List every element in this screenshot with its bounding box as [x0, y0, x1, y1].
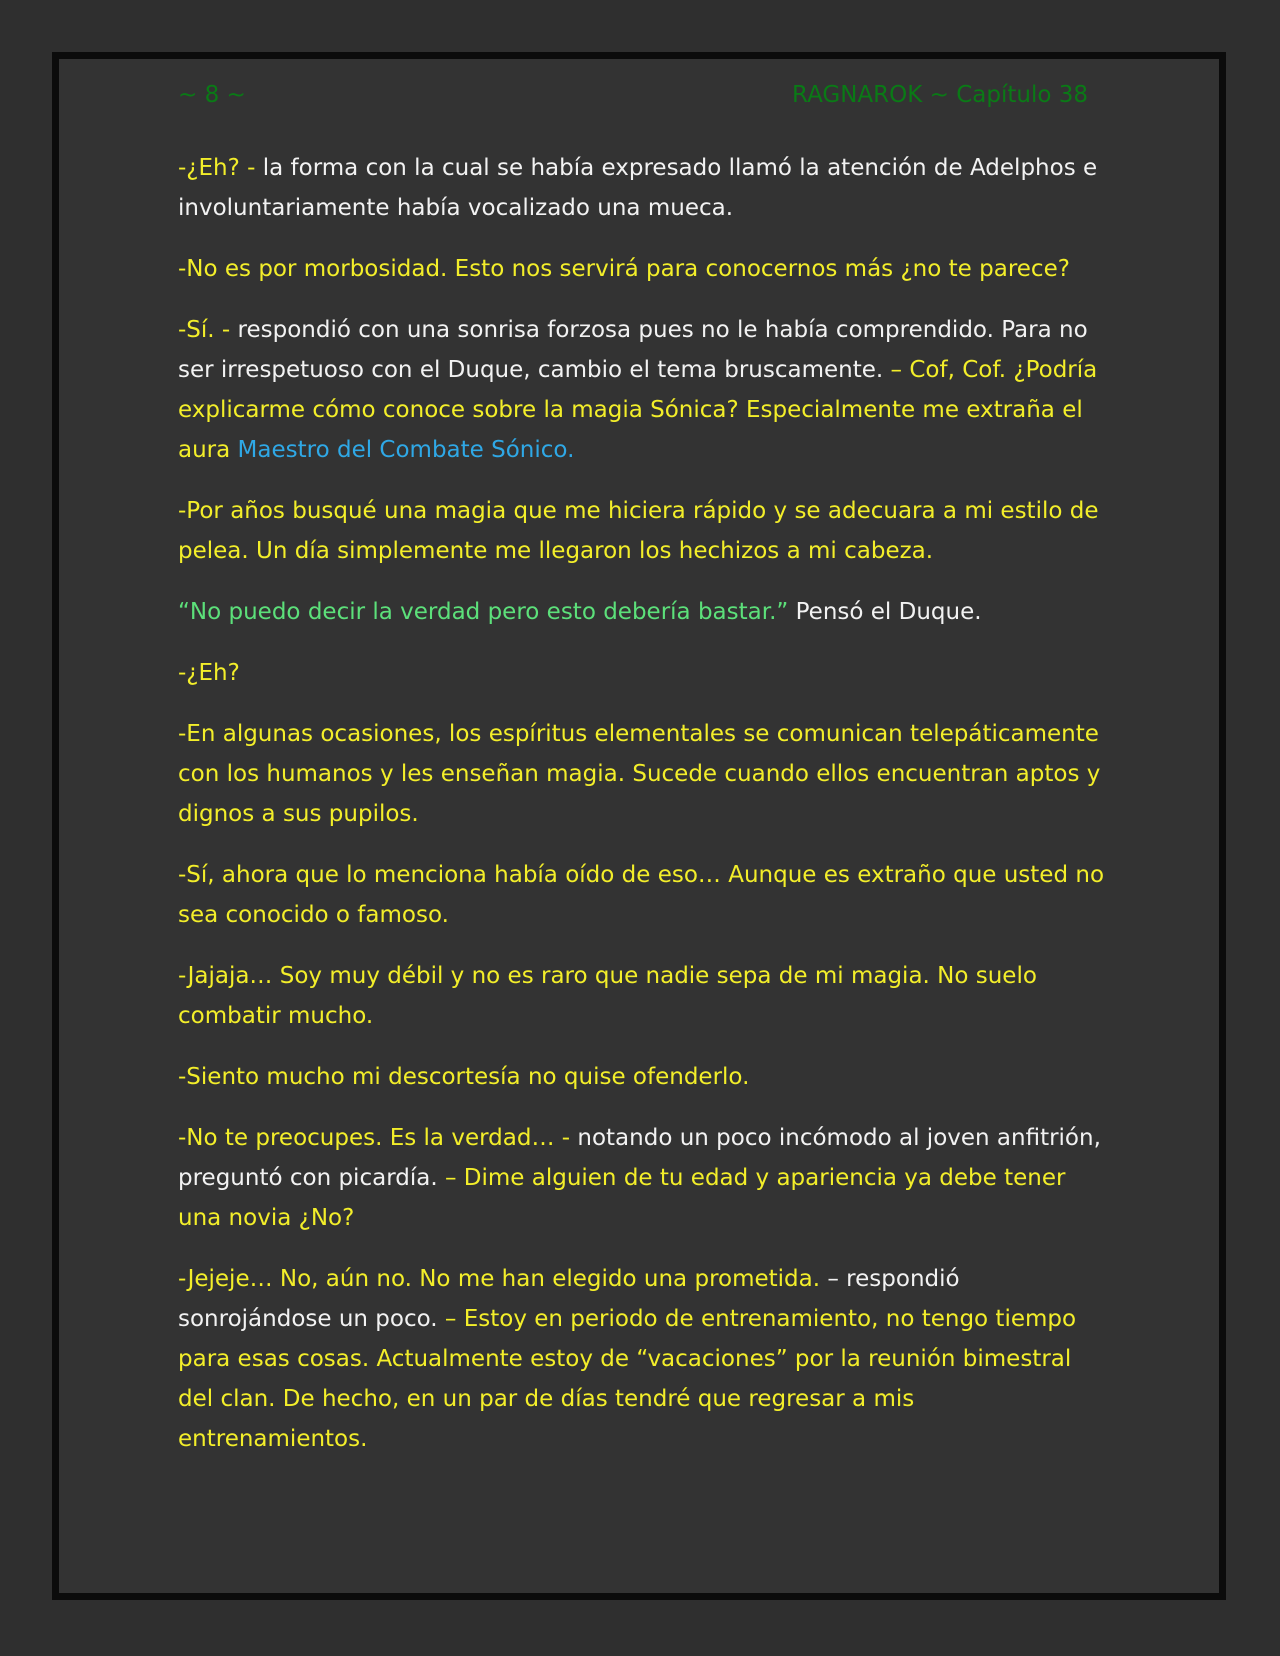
chapter-text: [178, 148, 1108, 1480]
paragraph: [178, 1259, 1108, 1459]
paragraph: [178, 1118, 1108, 1238]
paragraph: [178, 855, 1108, 935]
dialogue-segment: – Estoy en periodo de entrenamiento, no tengo tiempo para esas cosas. Actualmente estoy de “vacaciones” por la reunión bimestral del clan. De hecho, en un par de días tendré que regresar a mis entrenamientos.: [178, 1306, 1077, 1452]
running-title: RAGNAROK ~ Capítulo 38: [792, 82, 1088, 108]
narration-segment: respondió con una sonrisa forzosa pues no le había comprendido. Para no ser irrespetuoso con el Duque, cambio el tema bruscamente.: [178, 317, 1088, 383]
paragraph: [178, 310, 1108, 470]
paragraph: [178, 714, 1108, 834]
dialogue-segment: -No es por morbosidad. Esto nos servirá para conocernos más ¿no te parece?: [178, 256, 1070, 282]
dialogue-segment: -Jejeje… No, aún no. No me han elegido una prometida.: [178, 1266, 828, 1292]
dialogue-segment: -En algunas ocasiones, los espíritus elementales se comunican telepáticamente con los humanos y les enseñan magia. Sucede cuando ellos encuentran aptos y dignos a sus pupilos.: [178, 721, 1101, 827]
paragraph: [178, 491, 1108, 571]
dialogue-segment: -Jajaja… Soy muy débil y no es raro que nadie sepa de mi magia. No suelo combatir mucho.: [178, 963, 1037, 1029]
dialogue-segment: -Por años busqué una magia que me hiciera rápido y se adecuara a mi estilo de pelea. Un día simplemente me llegaron los hechizos a mi cabeza.: [178, 498, 1099, 564]
thought-segment: “No puedo decir la verdad pero esto debería bastar.”: [178, 599, 796, 625]
paragraph: [178, 592, 1108, 632]
narration-segment: notando un poco incómodo al joven anfitrión, preguntó con picardía.: [178, 1125, 1101, 1191]
dialogue-segment: – Dime alguien de tu edad y apariencia ya debe tener una novia ¿No?: [178, 1165, 1066, 1231]
paragraph: [178, 249, 1108, 289]
paragraph: [178, 956, 1108, 1036]
dialogue-segment: -No te preocupes. Es la verdad… -: [178, 1125, 578, 1151]
dialogue-segment: -Sí, ahora que lo menciona había oído de eso… Aunque es extraño que usted no sea conocido o famoso.: [178, 862, 1105, 928]
dialogue-segment: -Siento mucho mi descortesía no quise ofenderlo.: [178, 1064, 750, 1090]
page-number: ~ 8 ~: [178, 82, 246, 108]
paragraph: [178, 1057, 1108, 1097]
paragraph: [178, 148, 1108, 228]
dialogue-segment: -¿Eh?: [178, 660, 240, 686]
narration-segment: – respondió sonrojándose un poco.: [178, 1266, 960, 1332]
paragraph: [178, 653, 1108, 693]
page-header: [178, 80, 1088, 110]
dialogue-segment: – Cof, Cof. ¿Podría explicarme cómo conoce sobre la magia Sónica? Especialmente me extraña el aura: [178, 357, 1098, 463]
skill-name: Maestro del Combate Sónico.: [237, 437, 575, 463]
dialogue-segment: -Sí. -: [178, 317, 238, 343]
narration-segment: Pensó el Duque.: [795, 599, 982, 625]
narration-segment: la forma con la cual se había expresado llamó la atención de Adelphos e involuntariamente había vocalizado una mueca.: [178, 155, 1098, 221]
dialogue-segment: -¿Eh? -: [178, 155, 263, 181]
